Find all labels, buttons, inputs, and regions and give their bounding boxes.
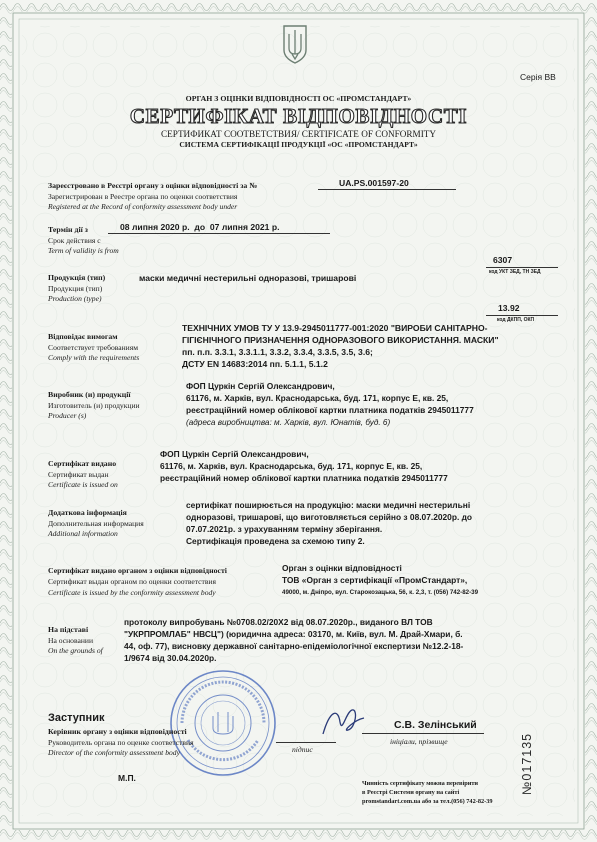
issued-by-address: 49000, м. Дніпро, вул. Старокозацька, 56, к. 2,3, т. (056) 742-82-39 [282,589,479,596]
ukt-zed-code: 6307 [493,255,513,265]
certificate-title: СЕРТИФІКАТ ВІДПОВІДНОСТІ [129,104,468,128]
basis-label-ru: На основании [48,636,94,645]
producer-label-en: Producer (s) [48,411,87,420]
additional-line: 07.07.2021р. з урахуванням терміну зберігання. [186,524,383,534]
issued-to-line: реєстраційний номер облікової картки платника податків 2945011777 [160,473,448,483]
product-label-ua: Продукція (тип) [48,273,106,282]
registry-label-ru: Зарегистрирован в Реестре органа по оценки соответствия [48,192,238,201]
basis-line: протоколу випробувань №0708.02/20Х2 від 08.07.2020р., виданого ВЛ ТОВ [124,617,433,627]
seal-place-label: М.П. [118,773,136,783]
basis-label-ua: На підставі [48,625,89,634]
registry-label-ua: Зареєстровано в Реєстрі органу з оцінки відповідності за № [48,181,258,190]
blank-number: №017135 [520,732,534,795]
basis-label-en: On the grounds of [48,646,103,655]
dkpp-label: код ДКПП, ОКП [497,317,535,323]
series-label: Серія ВВ [520,72,556,82]
issued-to-label-ru: Сертификат выдан [48,470,109,479]
name-label: ініціали, прізвище [390,737,448,746]
deputy-title: Заступник [48,712,105,724]
producer-line: 61176, м. Харків, вул. Краснодарська, буд. 171, корпус Е, кв. 25, [186,393,449,403]
issued-by-label-ua: Сертифікат видано органом з оцінки відповідності [48,566,227,575]
issued-by-label-ru: Сертификат выдан органом по оценки соответствия [48,577,216,586]
validity-period: 08 липня 2020 р. до 07 липня 2021 р. [120,222,280,232]
name-underline [362,733,484,734]
product-value: маски медичні нестерильні одноразові, тришарові [139,273,357,283]
product-label-ru: Продукция (тип) [48,284,103,293]
requirements-label-en: Comply with the requirements [48,353,140,362]
head-label-en: Director of the conformity assessment body [48,748,180,757]
producer-label-ua: Виробник (и) продукції [48,390,131,399]
additional-line: сертифікат поширюється на продукцію: маски медичні нестерильні [186,500,471,510]
dkpp-code: 13.92 [498,303,520,313]
requirements-line: ДСТУ EN 14683:2014 пп. 5.1.1, 5.1.2 [182,359,328,369]
validity-label-en: Term of validity is from [48,246,119,255]
certification-system: СИСТЕМА СЕРТИФІКАЦІЇ ПРОДУКЦІЇ «ОС «ПРОМСТАНДАРТ» [179,140,418,149]
requirements-line: пп. п.п. 3.3.1, 3.3.1.1, 3.3.2, 3.3.4, 3.3.5, 3.5, 3.6; [182,347,373,357]
signatory-name: С.В. Зелінський [394,719,477,731]
additional-label-ru: Дополнительная информация [48,519,144,528]
head-label-ua: Керівник органу з оцінки відповідності [48,727,187,736]
dkpp-underline [486,315,558,316]
producer-label-ru: Изготовитель (и) продукции [48,401,140,410]
organ-name: ОРГАН З ОЦІНКИ ВІДПОВІДНОСТІ ОС «ПРОМСТАНДАРТ» [185,94,412,103]
requirements-line: ГІГІЄНІЧНОГО ПРИЗНАЧЕННЯ ОДНОРАЗОВОГО ВИКОРИСТАННЯ. МАСКИ" [182,335,499,345]
validity-label-ua: Термін дії з [48,225,88,234]
ukt-zed-label: код УКТ ЗЕД, ТН ЗЕД [489,269,541,275]
verify-line: Чинність сертифікату можна перевірити [362,780,479,787]
issued-by-label-en: Certificate is issued by the conformity assessment body [48,588,216,597]
registry-number: UA.PS.001597-20 [339,178,409,188]
product-label-en: Production (type) [48,294,102,303]
issued-by-line1: Орган з оцінки відповідності [282,563,402,573]
issued-to-label-ua: Сертифікат видано [48,459,117,468]
requirements-label-ua: Відповідає вимогам [48,332,118,341]
issued-to-line: ФОП Цуркін Сергій Олександрович, [160,449,309,459]
signature-line [276,742,336,743]
additional-label-ua: Додаткова інформація [48,508,127,517]
handwritten-signature-icon [318,700,368,742]
coat-of-arms-icon [282,24,308,64]
registry-label-en: Registered at the Record of conformity assessment body under [48,202,238,211]
requirements-line: ТЕХНІЧНИХ УМОВ ТУ У 13.9-2945011777-001:2020 "ВИРОБИ САНІТАРНО- [182,323,488,333]
validity-label-ru: Срок действия с [48,236,101,245]
producer-line: реєстраційний номер облікової картки платника податків 2945011777 [186,405,474,415]
basis-line: "УКРПРОМЛАБ" НВСЦ") (юридична адреса: 03170, м. Київ, вул. М. Драй-Хмари, б. [124,629,463,639]
issued-to-label-en: Certificate is issued on [48,480,118,489]
issued-to-line: 61176, м. Харків, вул. Краснодарська, буд. 171, корпус Е, кв. 25, [160,461,423,471]
requirements-label-ru: Соответствует требованиям [48,343,139,352]
ukt-zed-underline [486,267,558,268]
registry-underline [318,189,456,190]
additional-label-en: Additional information [48,529,118,538]
official-stamp-icon [168,668,278,778]
validity-underline [108,233,330,234]
verify-line: в Реєстрі Системи органу на сайті [362,789,460,796]
signature-label: підпис [292,745,313,754]
producer-line: ФОП Цуркін Сергій Олександрович, [186,381,335,391]
certificate-subtitle: СЕРТИФИКАТ СООТВЕТСТВИЯ/ CERTIFICATE OF CONFORMITY [160,129,437,139]
producer-address-note: (адреса виробництва: м. Харків, вул. Юнатів, буд. 6) [186,418,391,427]
verify-line: promstandart.com.ua або за тел.(056) 742-82-39 [362,798,493,805]
basis-line: 44, оф. 77), висновку державної санітарно-епідеміологічної експертизи №12.2-18- [124,641,464,651]
additional-line: одноразові, тришарові, що виготовляється серійно з 08.07.2020р. до [186,512,473,522]
issued-by-line2: ТОВ «Орган з сертифікації «ПромСтандарт», [282,575,468,585]
additional-line: Сертифікація проведена за схемою типу 2. [186,536,365,546]
head-label-ru: Руководитель органа по оценке соответствия [48,738,194,747]
basis-line: 1/9674 від 30.04.2020р. [124,653,217,663]
